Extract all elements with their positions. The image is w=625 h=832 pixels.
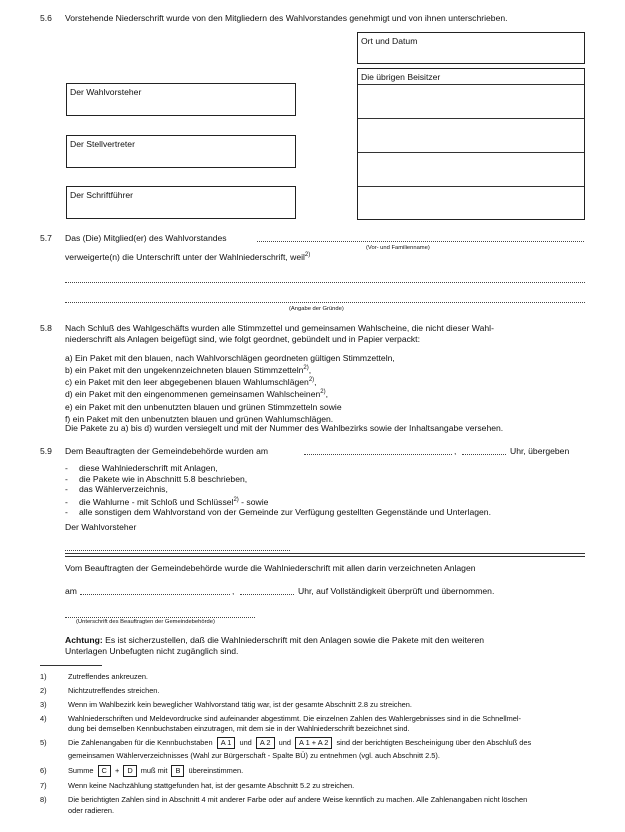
footnote-text: und	[239, 738, 252, 747]
wahlvorsteher-signature-box[interactable]	[66, 83, 296, 116]
divider	[65, 556, 585, 557]
footnote-text: und	[278, 738, 291, 747]
list-item	[65, 474, 491, 485]
am-label: am	[65, 586, 77, 596]
refusal-text	[65, 252, 310, 262]
list-item	[65, 463, 491, 474]
achtung-label: Achtung:	[65, 635, 103, 645]
section-5-8-text1: Nach Schluß des Wahlgeschäfts wurden alle Stimmzettel und gemeinsamen Wahlscheine, die nicht dieser Wahl-	[65, 323, 494, 333]
signature-caption: (Unterschrift des Beauftragten der Gemeindebehörde)	[76, 619, 215, 625]
section-number: 5.7	[40, 233, 52, 243]
footnote-number: 4)	[40, 714, 47, 723]
date-line[interactable]	[80, 594, 230, 595]
reason-line[interactable]	[65, 282, 585, 283]
item-tail: ,	[314, 377, 317, 388]
footnote-number: 1)	[40, 672, 47, 681]
kennbuchstabe-box: A 2	[256, 737, 275, 749]
achtung-text-2: Unterlagen Unbefugten nicht zugänglich sind.	[65, 646, 239, 656]
footnote-ref: 2)	[233, 496, 239, 503]
beisitzer-signature-box[interactable]	[357, 68, 585, 220]
item-tail: ,	[308, 365, 312, 376]
footnote-divider	[40, 665, 102, 666]
section-number: 5.8	[40, 323, 52, 333]
bullet-dash: -	[65, 507, 68, 518]
kennbuchstabe-box: B	[171, 765, 184, 777]
item-text: alle sonstigen dem Wahlvorstand von der Gemeinde zur Verfügung gestellten Gegenstände und Unterlagen.	[79, 507, 491, 518]
divider	[358, 118, 584, 119]
bullet-dash: -	[65, 473, 68, 484]
wahlvorsteher-label: Der Wahlvorsteher	[70, 87, 142, 97]
divider	[358, 152, 584, 153]
item-tail: - sowie	[238, 496, 269, 507]
footnote	[40, 737, 531, 749]
member-name-line[interactable]	[257, 241, 584, 242]
footnote-text: Wenn keine Nachzählung stattgefunden hat, ist der gesamte Abschnitt 5.2 zu streichen.	[68, 781, 355, 790]
stellvertreter-label: Der Stellvertreter	[70, 139, 135, 149]
footnote-text: Die Zahlenangaben für die Kennbuchstaben	[68, 738, 213, 747]
name-caption: (Vor- und Familienname)	[366, 245, 430, 251]
signer-label: Der Wahlvorsteher	[65, 522, 137, 532]
item-tail: ,	[325, 389, 328, 400]
comma: ,	[454, 446, 457, 456]
section-number: 5.6	[40, 13, 52, 23]
footnote-number: 6)	[40, 766, 47, 775]
schriftfuehrer-signature-box[interactable]	[66, 186, 296, 219]
footnote-number: 8)	[40, 795, 47, 804]
section-number: 5.9	[40, 446, 52, 456]
signature-line[interactable]	[65, 617, 255, 618]
kennbuchstabe-box: A 1	[217, 737, 236, 749]
footnote-continuation: gemeinsamen Wählerverzeichnisses (Wahl zur Bürgerschaft - Spalte BÜ) zu entnehmen (vgl. auch Abschnitt 2.5).	[68, 751, 440, 760]
time-line[interactable]	[240, 594, 294, 595]
footnote-continuation: oder radieren.	[68, 806, 115, 815]
list-item	[65, 351, 395, 363]
refusal-label: verweigerte(n) die Unterschrift unter der Wahlniederschrift, weil	[65, 252, 305, 262]
list-item	[65, 363, 395, 375]
item-text: das Wählerverzeichnis,	[79, 484, 168, 495]
item-text: die Pakete wie in Abschnitt 5.8 beschrieben,	[79, 473, 248, 484]
item-text: diese Wahlniederschrift mit Anlagen,	[79, 463, 218, 473]
footnote-text: übereinstimmen.	[188, 766, 244, 775]
footnote	[40, 781, 354, 790]
section-5-7-text: Das (Die) Mitglied(er) des Wahlvorstandes	[65, 233, 227, 243]
footnote-number: 5)	[40, 738, 47, 747]
footnote-text: Zutreffendes ankreuzen.	[68, 672, 148, 681]
date-line[interactable]	[304, 454, 452, 455]
kennbuchstabe-box: A 1 + A 2	[295, 737, 332, 749]
achtung-notice	[65, 635, 484, 645]
footnote-text: muß mit	[140, 766, 168, 775]
list-item	[65, 400, 395, 412]
footnote-text: Wenn im Wahlbezirk kein beweglicher Wahlvorstand tätig war, ist der gesamte Abschnitt 2.8 zu streichen.	[68, 700, 412, 709]
divider	[358, 186, 584, 187]
ort-datum-label: Ort und Datum	[361, 36, 418, 46]
footnote	[40, 714, 521, 723]
item-text: die Wahlurne - mit Schloß und Schlüssel	[79, 496, 234, 507]
bullet-dash: -	[65, 463, 68, 473]
footnote	[40, 700, 412, 709]
reason-line[interactable]	[65, 302, 585, 303]
achtung-text: Es ist sicherzustellen, daß die Wahlniederschrift mit den Anlagen sowie die Pakete mit den weiteren	[105, 635, 485, 645]
footnote-text: Die berichtigten Zahlen sind in Abschnitt 4 mit anderer Farbe oder auf andere Weise kenntlich zu machen. Alle Zahlenangaben nicht löschen	[68, 795, 528, 804]
footnote-ref: 2)	[304, 252, 311, 259]
footnote	[40, 765, 243, 777]
kennbuchstabe-box: C	[98, 765, 111, 777]
takeover-text: Vom Beauftragten der Gemeindebehörde wurde die Wahlniederschrift mit allen darin verzeichneten Anlagen	[65, 563, 476, 573]
footnote-text: +	[114, 766, 120, 775]
footnote-ref: 2)	[308, 377, 315, 384]
footnote-text: sind der berichtigten Bescheinigung über den Abschluß des	[336, 738, 532, 747]
footnote-number: 3)	[40, 700, 47, 709]
ort-datum-field[interactable]	[357, 32, 585, 64]
list-item	[65, 375, 395, 387]
section-5-8-text2: niederschrift als Anlagen beigefügt sind, wie folgt geordnet, gebündelt und in Papier verpackt:	[65, 334, 420, 344]
bullet-dash: -	[65, 484, 68, 495]
signature-line[interactable]	[65, 550, 290, 551]
stellvertreter-signature-box[interactable]	[66, 135, 296, 168]
schriftfuehrer-label: Der Schriftführer	[70, 190, 134, 200]
divider	[65, 553, 585, 554]
list-item	[65, 495, 491, 507]
beisitzer-label: Die übrigen Beisitzer	[361, 72, 441, 82]
footnote	[40, 686, 159, 695]
item-text: a) Ein Paket mit den blauen, nach Wahlvorschlägen geordneten gültigen Stimmzetteln,	[65, 352, 395, 363]
uhr-uebergeben: Uhr, übergeben	[510, 446, 570, 456]
list-item	[65, 387, 395, 399]
footnote-text: Nichtzutreffendes streichen.	[68, 686, 160, 695]
footnote-ref: 2)	[303, 365, 309, 372]
footnote	[40, 795, 527, 804]
section-5-9-text: Dem Beauftragten der Gemeindebehörde wurden am	[65, 446, 269, 456]
section-5-6	[40, 13, 52, 23]
handover-list	[65, 463, 491, 518]
section-5-6-text: Vorstehende Niederschrift wurde von den Mitgliedern des Wahlvorstandes genehmigt und von ihnen unterschrieben.	[65, 13, 508, 23]
item-text: e) ein Paket mit den unbenutzten blauen und grünen Stimmzetteln sowie	[65, 401, 342, 412]
footnote-text: Summe	[68, 766, 94, 775]
list-item	[65, 507, 491, 518]
bullet-dash: -	[65, 496, 68, 507]
divider	[358, 84, 584, 85]
list-item	[65, 484, 491, 495]
footnote-number: 7)	[40, 781, 47, 790]
item-text: f) ein Paket mit den unbenutzten blauen und grünen Wahlumschlägen.	[65, 413, 334, 424]
reason-caption: (Angabe der Gründe)	[289, 306, 344, 312]
comma: ,	[232, 586, 235, 596]
package-list	[65, 351, 395, 424]
uhr-uebernommen: Uhr, auf Vollständigkeit überprüft und übernommen.	[298, 586, 495, 596]
footnote-continuation: dung bei demselben Kennbuchstaben einzutragen, mit dem sie in der Wahlniederschrift bezeichnet sind.	[68, 724, 410, 733]
item-text: b) ein Paket mit den ungekennzeichneten blauen Stimmzetteln	[65, 365, 304, 376]
footnote	[40, 672, 148, 681]
section-5-8-closing: Die Pakete zu a) bis d) wurden versiegelt und mit der Nummer des Wahlbezirks sowie der Inhaltsangabe versehen.	[65, 423, 504, 433]
footnote-number: 2)	[40, 686, 47, 695]
time-line[interactable]	[462, 454, 506, 455]
item-text: d) ein Paket mit den eingenommenen gemeinsamen Wahlscheinen	[65, 389, 321, 400]
footnote-ref: 2)	[320, 389, 326, 396]
footnote-text: Wahlniederschriften und Meldevordrucke sind aufeinander abgestimmt. Die einzelnen Zahlen des Wahlergebnisses sind in die Schnellmel-	[68, 714, 521, 723]
kennbuchstabe-box: D	[123, 765, 136, 777]
item-text: c) ein Paket mit den leer abgegebenen blauen Wahlumschlägen	[65, 377, 309, 388]
